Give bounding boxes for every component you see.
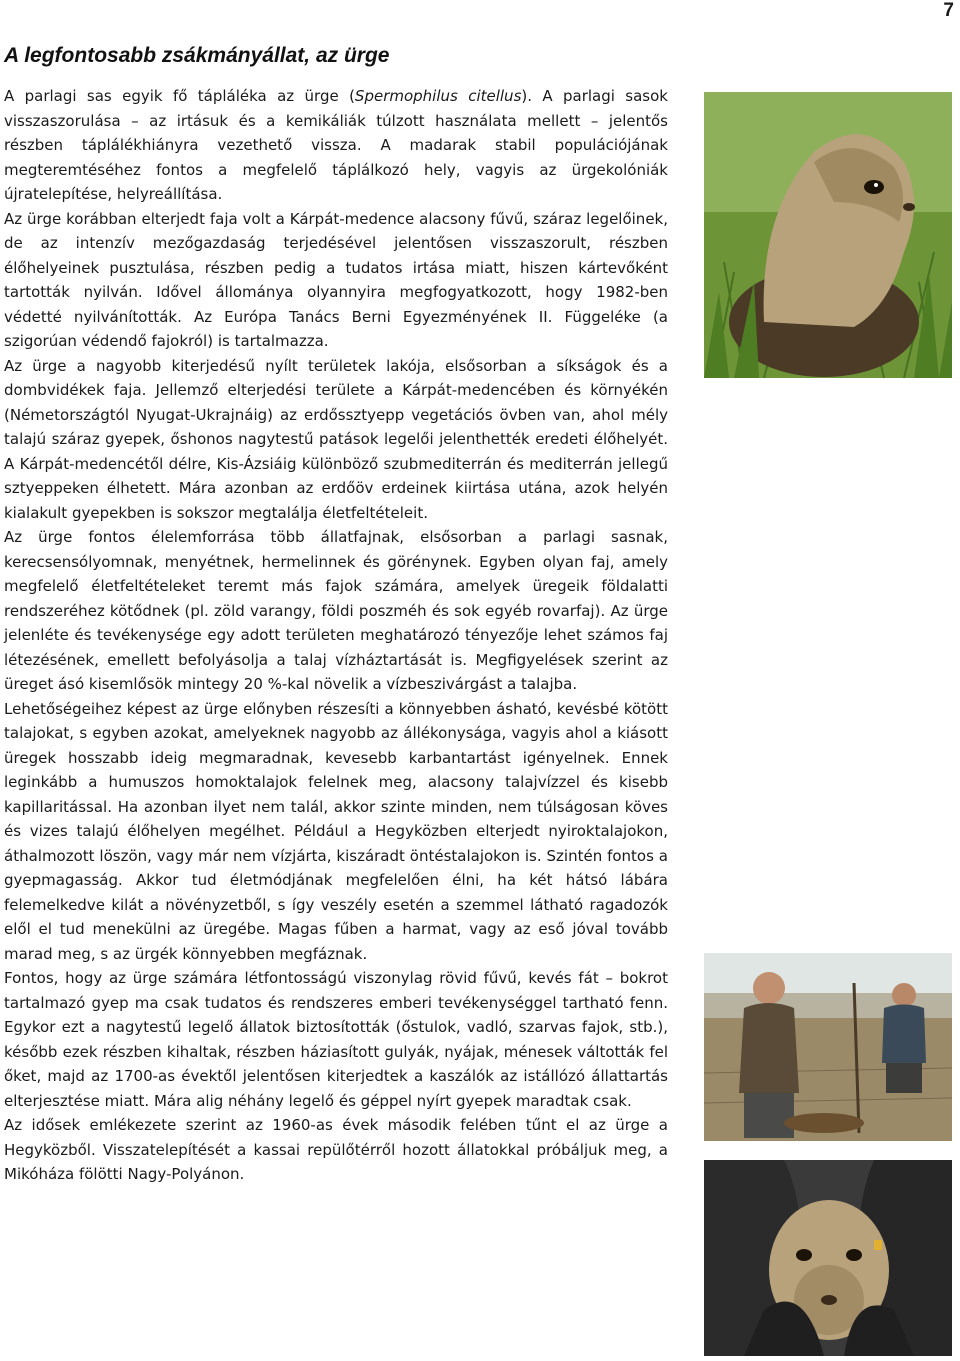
ground-squirrel-photo [704, 92, 952, 378]
paragraph-1 [4, 84, 668, 207]
field-work-photo [704, 953, 952, 1141]
paragraph-5: Lehetőségeihez képest az ürge előnyben részesíti a könnyebben ásható, kevésbé kötött talajokat, s egyben azokat, amelyeknek nagyobb az állékonysága, vagyis ahol a kiásott üregek hosszabb ideig megmaradnak, kevesebb karbantartást igényelnek. Ennek leginkább a humuszos homoktalajok felelnek meg, alacsony talajvízzel és kisebb kapillaritással. Ha azonban ilyet nem talál, akkor szinte minden, nem túlságosan köves és vizes talajú élőhelyen megélhet. Például a Hegyközben elterjedt nyiroktalajokon, áthalmozott löszön, vagy már nem vízjárta, kiszáradt öntéstalajokon is. Szintén fontos a gyepmagasság. Akkor tud életmódjának megfelelően élni, ha két hátsó lábára felemelkedve kilát a növényzetből, s így veszély esetén a szemmel látható ragadozók elől el tud menekülni az üregébe. Magas fűben a harmat, vagy az eső jóval tovább marad meg, s az ürgék könnyebben megfáznak. [4, 699, 668, 963]
paragraph-1-end: ). A parlagi sasok visszaszorulása – az irtásuk és a kemikáliák túlzott használata mellett – jelentős részben táplálékhiányra vezethető vissza. A madarak stabil populációjának megteremtéséhez fontos a megfelelő táplálkozó hely, vagyis az ürgekolóniák újratelepítése, helyreállítása. [4, 87, 668, 203]
held-ground-squirrel-photo [704, 1160, 952, 1356]
species-name: Spermophilus citellus [354, 87, 522, 105]
page-title: A legfontosabb zsákmányállat, az ürge [4, 44, 390, 67]
paragraph-1-start: A parlagi sas egyik fő tápláléka az ürge ( [4, 87, 355, 105]
paragraph-4: Az ürge fontos élelemforrása több állatfajnak, elsősorban a parlagi sasnak, kerecsensólyomnak, menyétnek, hermelinnek és görénynek. Egyben olyan faj, amely megfelelő életfeltételeket teremt más fajok számára, amelyek üregeik földalatti rendszeréhez kötődnek (pl. zöld varangy, földi poszméh és sok egyéb rovarfaj). Az ürge jelenléte és tevékenysége egy adott területen meghatározó tényezője lehet számos faj létezésének, emellett befolyásolja a talaj vízháztartását is. Megfigyelések szerint az üreget ásó kisemlősök mintegy 20 %-kal növelik a vízbeszivárgást a talajba. [4, 528, 668, 693]
paragraph-6: Fontos, hogy az ürge számára létfontosságú viszonylag rövid fűvű, kevés fát – bokrot tartalmazó gyep ma csak tudatos és rendszeres emberi tevékenységgel tartható fenn. Egykor ezt a nagytestű legelő állatok biztosították (őstulok, vadló, szarvas fajok, stb.), később ezek részben kihaltak, részben háziasított gulyák, nyájak, ménesek váltották fel őket, majd az 1700-as évektől jelentősen kiterjedtek a kaszálók az istállózó állattartás elterjesztése miatt. Mára alig néhány legelő és géppel nyírt gyepek maradtak csak. [4, 969, 668, 1110]
paragraph-3: Az ürge a nagyobb kiterjedésű nyílt területek lakója, elsősorban a síkságok és a dombvidékek faja. Jellemző elterjedési területe a Kárpát-medencében és környékén (Németországtól Nyugat-Ukrajnáig) az erdőssztyepp vegetációs övben van, ahol mély talajú száraz gyepek, őshonos nagytestű patások legelői jelenthették eredeti élőhelyét. A Kárpát-medencétől délre, Kis-Ázsiáig különböző szubmediterrán és mediterrán jellegű sztyeppeken élhetett. Mára azonban az erdőöv erdeinek kiirtása utána, azok helyén kialakult gyepekben is sokszor megtalálja életfeltételeit. [4, 356, 668, 522]
paragraph-7: Az idősek emlékezete szerint az 1960-as évek második felében tűnt el az ürge a Hegyközből. Visszatelepítését a kassai repülőtérről hozott állatokkal próbáljuk meg, a Mikóháza fölötti Nagy-Polyánon. [4, 1116, 668, 1183]
article-body [4, 84, 668, 1187]
page-number: 7 [943, 0, 954, 21]
paragraph-2: Az ürge korábban elterjedt faja volt a Kárpát-medence alacsony fűvű, száraz legelőinek, de az intenzív mezőgazdaság terjedésével jelentősen visszaszorult, részben élőhelyeinek pusztulása, részben pedig a tudatos irtása miatt, hiszen kártevőként tartották nyilván. Idővel állománya olyannyira megfogyatkozott, hogy 1982-ben védetté nyilvánították. Az Európa Tanács Berni Egyezményének II. Függeléke (a szigorúan védendő fajokról) is tartalmazza. [4, 209, 668, 350]
